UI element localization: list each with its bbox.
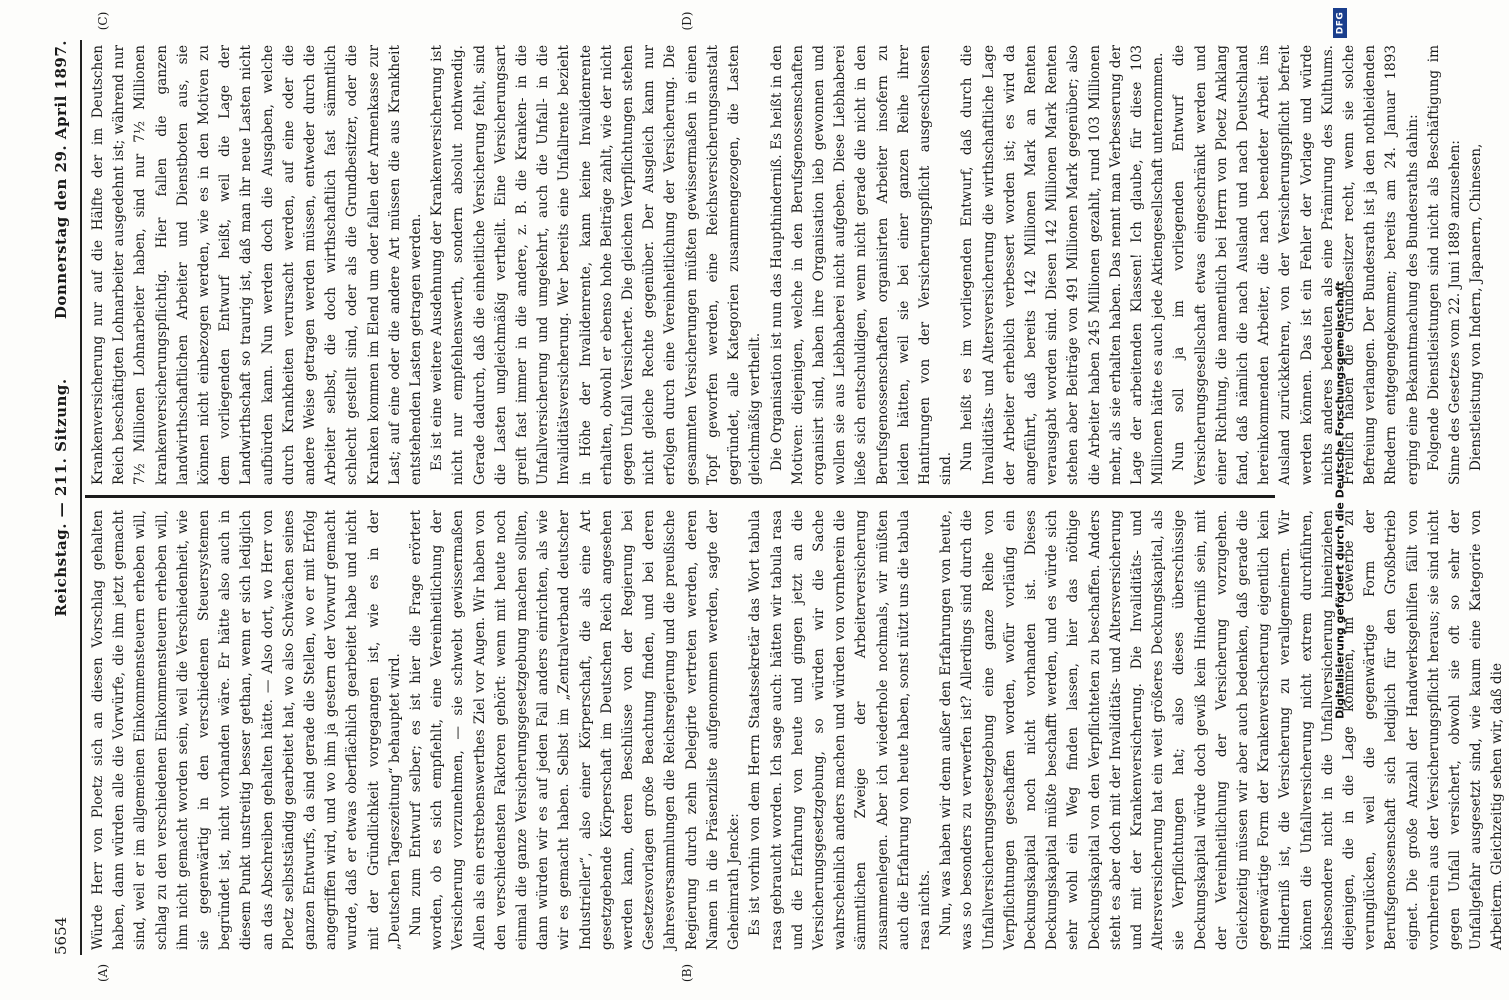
paragraph: Nun zum Entwurf selber; es ist hier die Frage erörtert worden, ob es sich empfiehlt, eine Vereinheitlichung der Versicherung vorzunehmen, — sie schwebt gewissermaßen Allen als ein erstrebenswerthes Ziel vor Augen. Wir haben von den verschiedensten Faktoren gehört: wenn mit heute noch einmal die ganze Versicherungsgesetzgebung machen sollten, dann würden wir es auf jeden Fall anders einrichten, als wie wir es gemacht haben. Selbst im „Zentralverband deutscher Industrieller“, also einer Körperschaft, die als eine Art gesetzgebende Körperschaft im Deutschen Reich angesehen werden kann, deren Beschlüsse von der Regierung bei Gesetzesvorlagen große Beachtung finden, und bei deren Jahresversammlungen die Reichsregierung und die preußische Regierung durch zehn Delegirte vertreten werden, deren Namen in die Präsenzliste aufgenommen werden, sagte der Geheimrath Jencke:: [408, 510, 743, 950]
paragraph: Es ist eine weitere Ausdehnung der Krankenversicherung ist nicht nur empfehlenswerth, sondern absolut nothwendig. Gerade dadurch, daß die einheitliche Versicherung fehlt, sind die Lasten ungleichmäßig vertheilt. Eine Versicherungsart greift fast immer in die andere, z. B. die Kranken- in die Unfallversicherung und umgekehrt, auch die Unfall- in die Invaliditätsversicherung. Wer bereits eine Unfallrente bezieht in Höhe der Invalidenrente, kann keine Invalidenrente erhalten, obwohl er ebenso hohe Beiträge zahlt, wie der nicht gegen Unfall Versicherte. Die gleichen Verpflichtungen stehen nicht gleiche Rechte gegenüber. Der Ausgleich kann nur erfolgen durch eine Vereinheitlichung der Versicherung. Die gesammten Versicherungen müßten gewissermaßen in einen Topf geworfen werden, eine Reichsversicherungsanstalt gegründet, alle Kategorien zusammengezogen, die Lasten gleichmäßig vertheilt.: [429, 45, 764, 485]
margin-marker-d: (D): [680, 11, 694, 31]
header-rule: [80, 40, 82, 955]
margin-marker-c: (C): [96, 11, 110, 31]
page-header: [52, 40, 74, 955]
page-number: 5654: [52, 916, 70, 955]
paragraph: Dienstleistung von Indern, Japanern, Chinesen,: [1468, 143, 1485, 471]
paragraph: Es ist vorhin von dem Herrn Staatssekretär das Wort tabula rasa gebraucht worden. Ich sage auch: hätten wir tabula rasa und die Erfahrung von heute und gingen jetzt an die Versicherungsgesetzgebung, so würden wir die Sache wahrscheinlich anders machen und würden von vornherein die sämmtlichen Zweige der Arbeiterversicherung zusammenlegen. Aber ich wiederhole nochmals, wir müßten auch die Erfahrung von heute haben, sonst nützt uns die tabula rasa nichts.: [747, 510, 933, 950]
paragraph: Die Organisation ist nun das Haupthinderniß. Es heißt in den Motiven: diejenigen, welche in den Berufsgenossenschaften organisirt sind, haben ihre Organisation lieb gewonnen und wollen sie aus Liebhaberei nicht aufgeben. Diese Liebhaberei ließe sich entschuldigen, wenn nicht gerade die nicht in den Berufsgenossenschaften organisirten Arbeiter insofern zu leiden hätten, weil sie bei einer ganzen Reihe ihrer Hantirungen von der Versicherungspflicht ausgeschlossen sind.: [768, 45, 955, 485]
paragraph: Nun, was haben wir denn außer den Erfahrungen von heute, was so besonders zu verwerfen ist? Allerdings sind durch die Unfallversicherungsgesetzgebung eine ganze Reihe von Verpflichtungen geschaffen worden, wofür vorläufig ein Deckungskapital noch nicht vorhanden ist. Dieses Deckungskapital müßte beschafft werden, und es würde sich sehr wohl ein Weg finden lassen, hier das nöthige Deckungskapital von den Verpflichteten zu beschaffen. Anders steht es aber doch mit der Invaliditäts- und Altersversicherung und mit der Krankenversicherung. Die Invaliditäts- und Altersversicherung hat ein weit größeres Deckungskapital, als sie Verpflichtungen hat; also dieses überschüssige Deckungskapital würde doch gewiß kein Hinderniß sein, mit der Vereinheitlichung der Versicherung vorzugehen. Gleichzeitig müssen wir aber auch bedenken, daß gerade die gegenwärtige Form der Krankenversicherung eigentlich kein Hinderniß ist, die Versicherung zu verallgemeinern. Wir können die Unfallversicherung nicht extrem durchführen, insbesondere nicht in die Unfallversicherung hineinziehen diejenigen, die in die Lage kommen, im Gewerbe zu verunglücken, weil die gegenwärtige Form der Berufsgenossenschaft sich lediglich für den Großbetrieb eignet. Die große Anzahl der Handwerksgehilfen fällt von vornherein aus der Versicherungspflicht heraus; sie sind nicht gegen Unfall versichert, obwohl sie oft so sehr der Unfallgefahr ausgesetzt sind, wie kaum eine Kategorie von Arbeitern. Gleichzeitig sehen wir, daß die: [938, 510, 1506, 950]
paragraph: Folgende Dienstleistungen sind nicht als Beschäftigung im Sinne des Gesetzes vom 22. Juni 1889 anzusehen:: [1425, 45, 1463, 485]
paragraph: Nun heißt es im vorliegenden Entwurf, daß durch die Invaliditäts- und Altersversicherung die wirthschaftliche Lage der Arbeiter erheblich verbessert worden ist; es wird da angeführt, daß bereits 142 Millionen Mark an Renten verausgabt worden sind. Diesen 142 Millionen Mark Renten stehen aber Beiträge von 491 Millionen Mark gegenüber; also die Arbeiter haben 245 Millionen gezahlt, rund 103 Millionen mehr, als sie erhalten haben. Das nennt man Verbesserung der Lage der arbeitenden Klassen! Ich glaube, für diese 103 Millionen hätte es auch jede Aktiengesellschaft unternommen.: [959, 45, 1167, 485]
margin-marker-a: (A): [96, 963, 110, 983]
session-title: Reichstag. — 211. Sitzung.: [52, 378, 70, 617]
left-text-column: [88, 510, 1506, 950]
dfg-logo: [1333, 8, 1347, 38]
column-divider: [85, 495, 1275, 498]
margin-marker-b: (B): [680, 963, 694, 983]
paragraph: Nun soll ja im vorliegenden Entwurf die Versicherungsgesellschaft etwas eingeschränkt werden und einer Richtung, die namentlich bei Herrn von Ploetz Anklang fand, daß nämlich die nach Ausland und nach Deutschland hereinkommenden Arbeiter, die nach beendeter Arbeit ins Ausland zurückkehren, von der Versicherungspflicht befreit werden können. Das ist ein Fehler der Vorlage und würde nichts anderes bedeuten als eine Prämirung des Kulthums. Freilich haben die Grundbesitzer recht, wenn sie solche Befreiung verlangen. Der Bundesrath ist ja den nothleidenden Rhedern entgegengekommen; bereits am 24. Januar 1893 erging eine Bekanntmachung des Bundesraths dahin:: [1171, 45, 1421, 485]
dfg-logo-text: DFG: [1335, 11, 1346, 35]
dfg-credit: Digitalisierung gefördert durch die Deutsche Forschungsgemeinschaft: [1333, 281, 1347, 719]
paragraph: Krankenversicherung nur auf die Hälfte der im Deutschen Reich beschäftigten Lohnarbeiter ausgedehnt ist; während nur 7½ Millionen Lohnarbeiter haben, sind nur 7½ Millionen krankenversicherungspflichtig. Hier fallen die ganzen landwirthschaftlichen Arbeiter und Dienstboten aus, sie können nicht einbezogen werden, wie es in den Motiven zu dem vorliegenden Entwurf heißt, weil die Lage der Landwirthschaft so traurig ist, daß man ihr neue Lasten nicht aufbürden kann. Nun werden doch die Ausgaben, welche durch Krankheiten verursacht werden, auf eine oder die andere Weise getragen werden müssen, entweder durch die Arbeiter selbst, die doch wirthschaftlich fast sämmtlich schlecht gestellt sind, oder als die Grundbesitzer, oder die Kranken kommen im Elend um oder fallen der Armenkasse zur Last; auf eine oder die andere Art müssen die aus Krankheit entstehenden Lasten getragen werden.: [90, 45, 425, 485]
session-date: Donnerstag den 29. April 1897.: [52, 40, 70, 320]
paragraph: Würde Herr von Ploetz sich an diesen Vorschlag gehalten haben, dann würden alle die Vorwürfe, die ihm jetzt gemacht sind, weil er im allgemeinen Einkommensteuern erheben will, schlag zu den verschiedenen Einkommensteuern erheben will, ihm nicht gemacht worden sein, weil die Verschiedenheit, wie sie gegenwärtig in den verschiedenen Steuersystemen begründet ist, nicht vorhanden wäre. Er hätte also auch in diesem Punkt unstreitig besser gethan, wenn er sich lediglich an das Abschreiben gehalten hätte. — Also dort, wo Herr von Ploetz selbstständig gearbeitet hat, wo also Schwächen seines ganzen Entwurfs, da sind gerade die Stellen, wo er mit Erfolg angegriffen wird, und wo ihm ja gestern der Vorwurf gemacht wurde, daß er etwas oberflächlich gearbeitet habe und nicht mit der Gründlichkeit vorgegangen ist, wie es in der „Deutschen Tageszeitung“ behauptet wird.: [90, 510, 403, 950]
right-text-column: [88, 45, 1485, 485]
